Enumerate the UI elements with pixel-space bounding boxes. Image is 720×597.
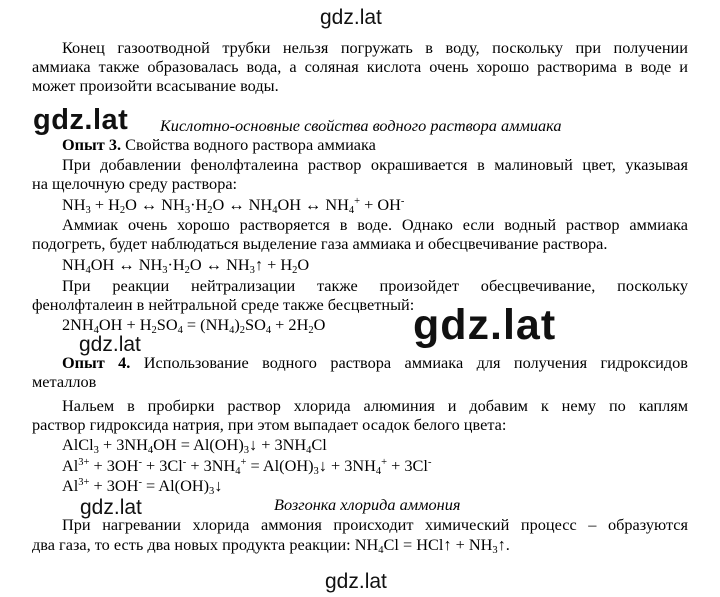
watermark: gdz.lat — [320, 6, 382, 29]
equation: $Al^{3+} + 3OH^- + 3Cl^- + 3NH_4^+$ = $Al(OH)_3↓ + 3NH_4^+ + 3Cl^-$ — [62, 456, 432, 477]
paragraph-line: При реакции нейтрализации также произойдет обесцвечивание, поскольку — [62, 276, 688, 295]
paragraph-line: на щелочную среду раствора: — [32, 174, 238, 193]
paragraph-line: два газа, то есть два новых продукта реакции: $NH_4Cl$ = HCl↑ + $NH_3↑$. — [32, 535, 510, 556]
equation: $Al^{3+} + 3OH^-$ = $Al(OH)_3↓$ — [62, 476, 223, 497]
equation: $2NH_4OH + H_2SO_4 = (NH_4)_2SO_4 + 2H_2O$ — [62, 315, 326, 336]
paragraph-line: аммиака также образовалась вода, а соляная кислота очень хорошо растворима в воде и — [32, 57, 688, 76]
paragraph-line: Аммиак очень хорошо растворяется в воде. Однако если водный раствор аммиака — [62, 215, 688, 234]
equation: $NH_4OH$ ↔ $NH_3\cdot H_2O$ ↔ $NH_3↑ + H_2O$ — [62, 255, 310, 276]
paragraph-line: фенолфталеин в нейтральной среде также бесцветный: — [32, 295, 415, 314]
experiment-title — [62, 135, 376, 154]
watermark: gdz.lat — [325, 570, 387, 593]
experiment-title-text: Свойства водного раствора аммиака — [121, 135, 376, 154]
experiment-label: Опыт 3. — [62, 135, 122, 154]
paragraph-line: может произойти всасывание воды. — [32, 76, 279, 95]
experiment-title: Опыт 4. Использование водного раствора аммиака для получения гидроксидов — [62, 353, 688, 372]
paragraph-line: При добавлении фенолфталеина раствор окрашивается в малиновый цвет, указывая — [62, 155, 688, 174]
watermark: gdz.lat — [413, 301, 557, 349]
paragraph-line: металлов — [32, 372, 97, 391]
watermark: gdz.lat — [33, 104, 129, 136]
paragraph-line: раствор гидроксида натрия, при этом выпадает осадок белого цвета: — [32, 415, 507, 434]
section-heading: Кислотно-основные свойства водного раствора аммиака — [160, 116, 562, 135]
watermark: gdz.lat — [79, 333, 141, 356]
paragraph-line: Конец газоотводной трубки нельзя погружать в воду, поскольку при получении — [62, 38, 688, 57]
watermark: gdz.lat — [80, 496, 142, 519]
paragraph-line: Нальем в пробирки раствор хлорида алюминия и добавим к нему по каплям — [62, 396, 688, 415]
paragraph-line: При нагревании хлорида аммония происходит химический процесс – образуются — [62, 515, 688, 534]
paragraph-line: подогреть, будет наблюдаться выделение газа аммиака и обесцвечивание раствора. — [32, 234, 608, 253]
equation: AlCl$_3$ + $3NH_4OH$ = $Al(OH)_3↓ + 3NH_4Cl$ — [62, 435, 327, 456]
experiment-label: Опыт 4. — [62, 353, 131, 372]
section-heading: Возгонка хлорида аммония — [274, 495, 461, 514]
equation: $NH_3 + H_2O$ ↔ $NH_3\cdot H_2O$ ↔ $NH_4OH$ ↔ $NH_4^+ + OH^-$ — [62, 195, 405, 216]
